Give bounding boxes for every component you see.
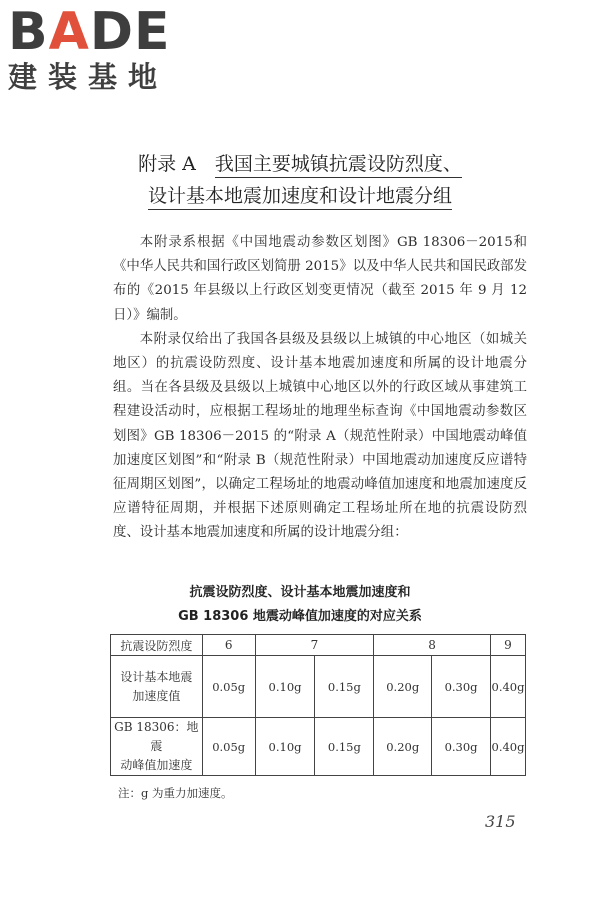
- logo-subtitle: 建装基地: [8, 60, 169, 94]
- intensity-8: 8: [374, 635, 491, 656]
- logo-letters-prefix: B: [8, 2, 49, 62]
- table-cell: 0.20g: [374, 718, 432, 776]
- title-line-1: [0, 148, 600, 180]
- title-line-2-text: 设计基本地震加速度和设计地震分组: [148, 185, 452, 210]
- table-cell: 0.30g: [432, 718, 491, 776]
- table-row: [111, 635, 526, 656]
- intensity-acceleration-table: [110, 634, 526, 776]
- title-line-2: [0, 180, 600, 212]
- table-cell: 0.15g: [315, 656, 374, 718]
- body-text: [113, 231, 527, 546]
- table-cell: 0.05g: [202, 656, 255, 718]
- pga-label-line-2: 动峰值加速度: [120, 758, 193, 772]
- table-header-label: 抗震设防烈度: [111, 635, 203, 656]
- intensity-6: 6: [202, 635, 255, 656]
- appendix-title: [0, 148, 600, 212]
- bade-logo: [8, 2, 171, 94]
- table-row: [111, 718, 526, 776]
- table-row: [111, 656, 526, 718]
- table-cell: 0.30g: [432, 656, 491, 718]
- design-label-line-1: 设计基本地震: [120, 669, 193, 684]
- intensity-9: 9: [490, 635, 525, 656]
- intensity-7: 7: [255, 635, 374, 656]
- pga-label-line-1: GB 18306：地震: [114, 720, 199, 753]
- logo-letters-suffix: DE: [89, 2, 171, 62]
- table-cell: 0.10g: [255, 656, 315, 718]
- table-note: 注：g 为重力加速度。: [118, 786, 233, 800]
- design-acceleration-label: [111, 656, 203, 718]
- table-cell: 0.40g: [490, 656, 525, 718]
- table-cell: 0.20g: [374, 656, 432, 718]
- page-number: 315: [485, 812, 516, 831]
- logo-wordmark: [8, 2, 171, 62]
- table-cell: 0.10g: [255, 718, 315, 776]
- table-caption-line-2: GB 18306 地震动峰值加速度的对应关系: [178, 609, 422, 624]
- pga-label: [111, 718, 203, 776]
- logo-letter-accent: A: [48, 2, 90, 62]
- table-cell: 0.15g: [315, 718, 374, 776]
- paragraph-2: 本附录仅给出了我国各县级及县级以上城镇的中心地区（如城关地区）的抗震设防烈度、设计基本地震加速度和所属的设计地震分组。当在各县级及县级以上城镇中心地区以外的行政区域从事建筑工程建设活动时，应根据工程场址的地理坐标查询《中国地震动参数区划图》GB 18306－2015 的“附录 A（规范性附录）中国地震动峰值加速度区划图”和“附录 B（规范性附录）中国地震动加速度反应谱特征周期区划图”，以确定工程场址的地震动峰值加速度和地震加速度反应谱特征周期，并根据下述原则确定工程场址所在地的抗震设防烈度、设计基本地震加速度和所属的设计地震分组：: [113, 331, 527, 541]
- paragraph-1: 本附录系根据《中国地震动参数区划图》GB 18306－2015和《中华人民共和国行政区划简册 2015》以及中华人民共和国民政部发布的《2015 年县级以上行政区划变更情况（截至 2015 年 9 月 12 日）》编制。: [113, 235, 527, 323]
- table-cell: 0.05g: [202, 718, 255, 776]
- title-underlined-part: 我国主要城镇抗震设防烈度、: [215, 153, 462, 178]
- table-cell: 0.40g: [490, 718, 525, 776]
- design-label-line-2: 加速度值: [132, 688, 181, 703]
- table-caption-line-1: 抗震设防烈度、设计基本地震加速度和: [189, 585, 411, 600]
- title-appendix-label: 附录 A: [138, 153, 215, 175]
- table-caption: [0, 581, 600, 629]
